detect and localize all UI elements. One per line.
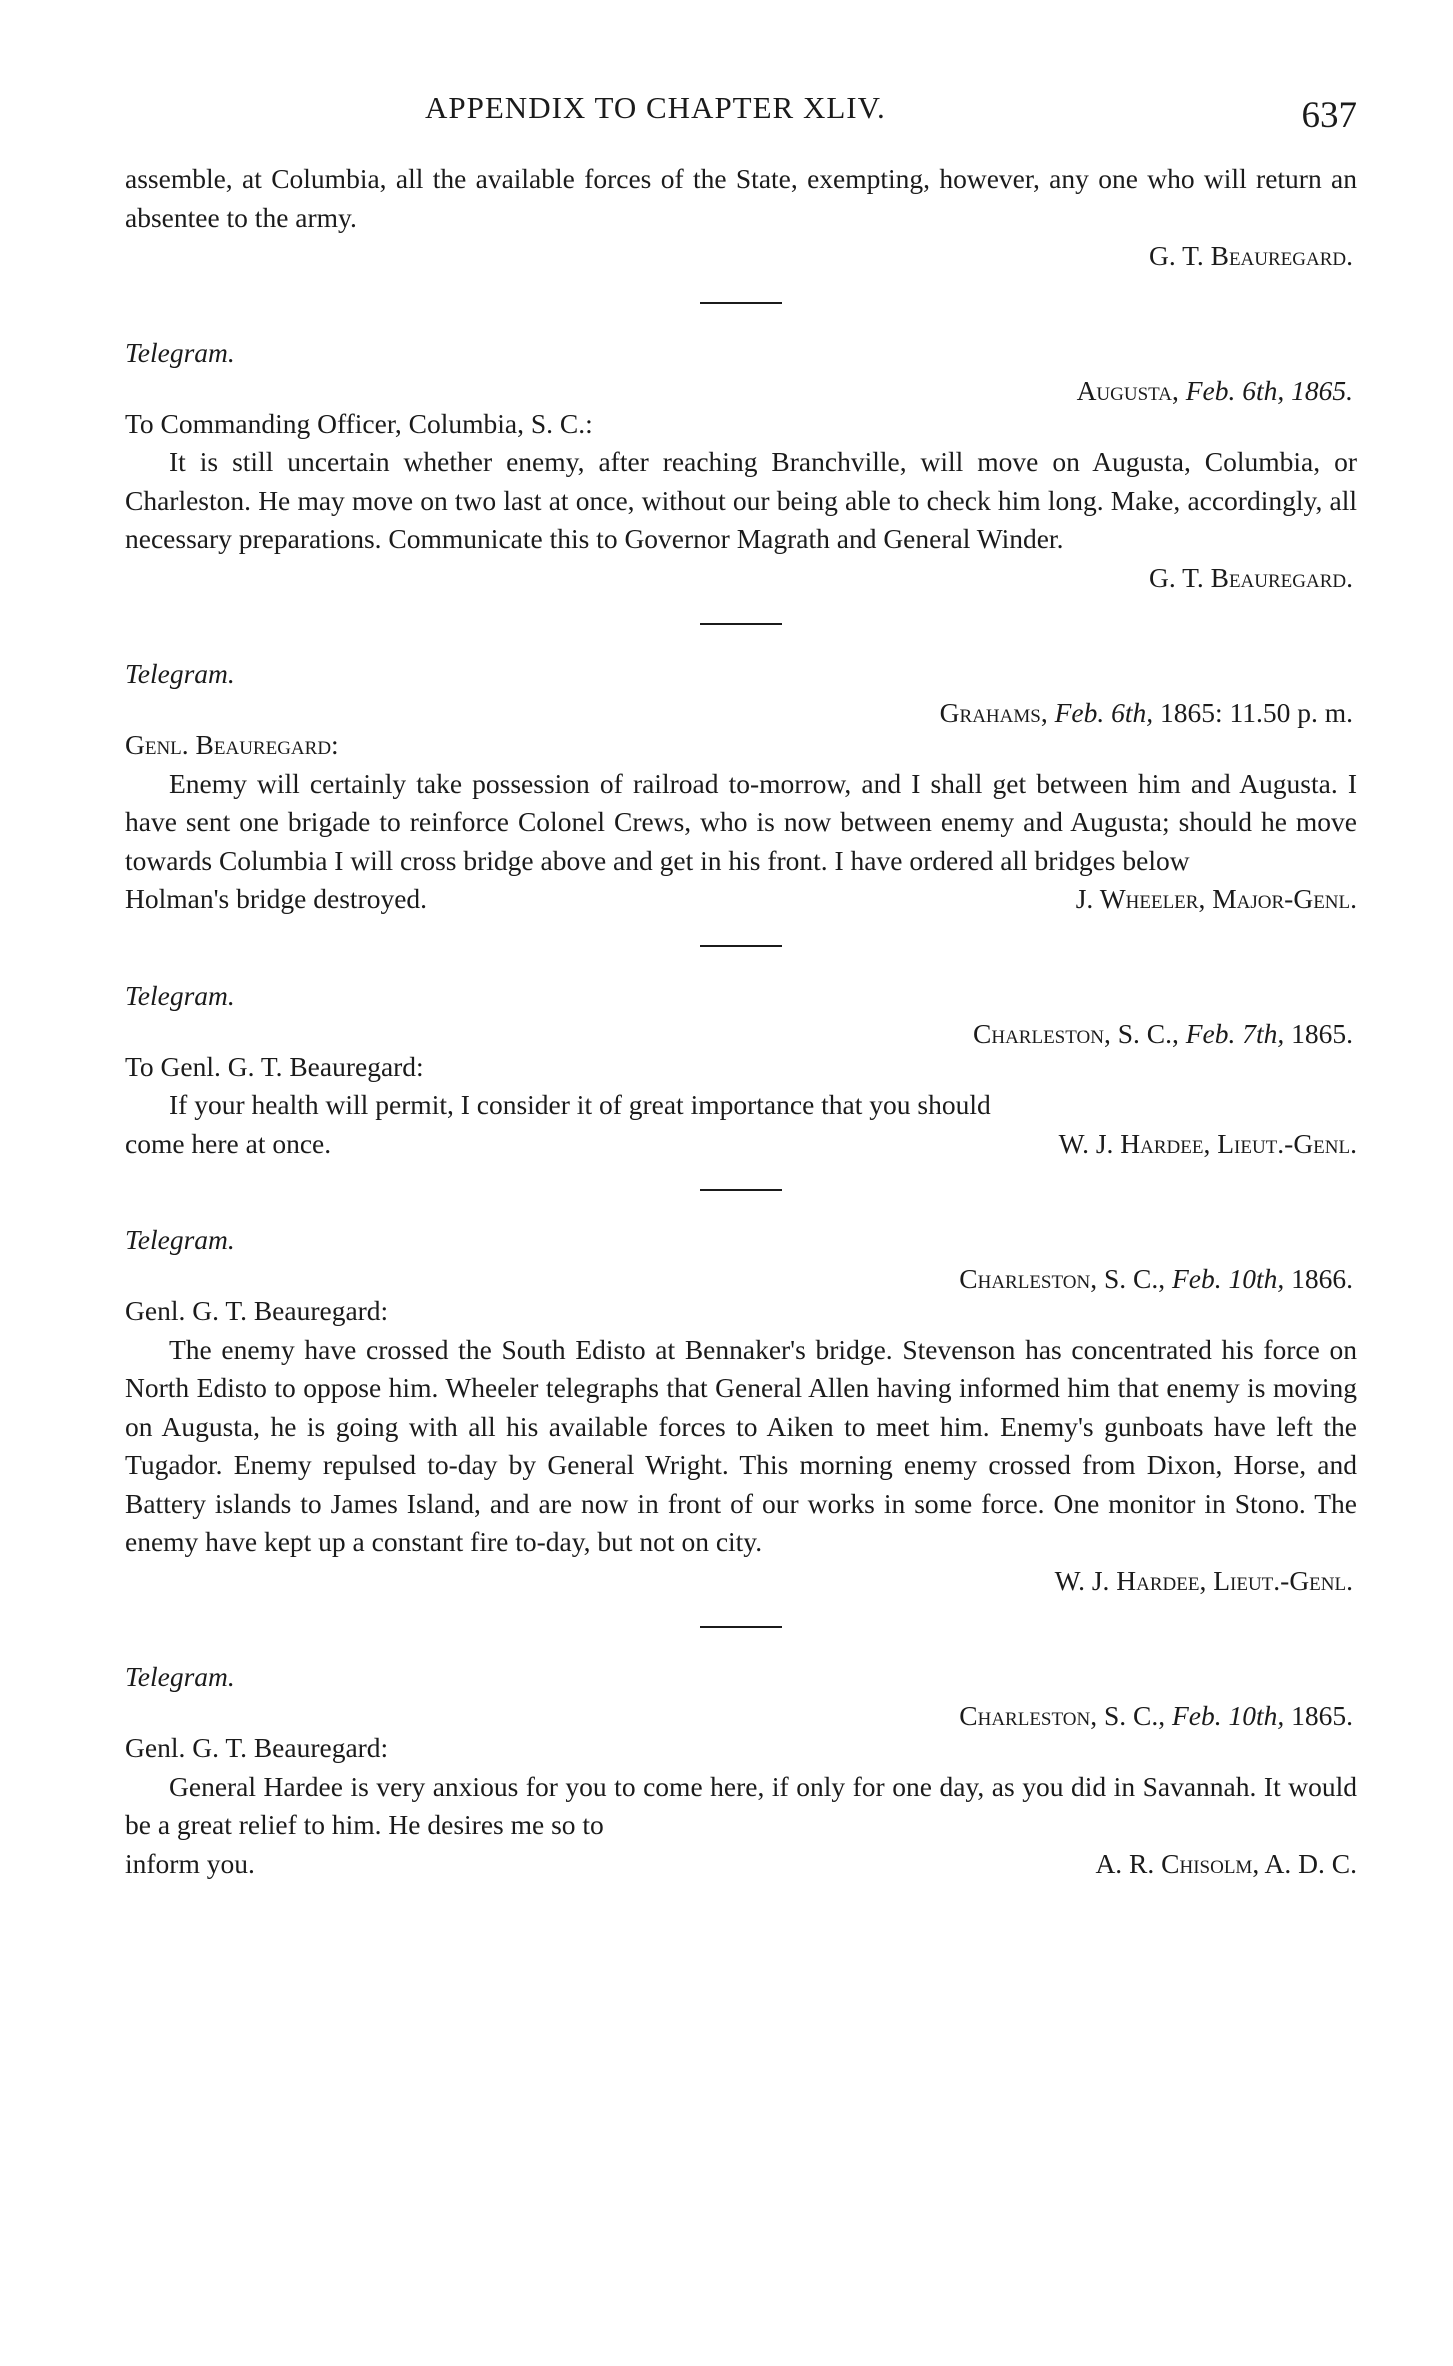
divider-rule xyxy=(700,1189,782,1191)
opening-signature-name: G. T. Beauregard. xyxy=(1148,240,1353,271)
telegram-salutation: To Genl. G. T. Beauregard: xyxy=(125,1050,424,1082)
running-head xyxy=(125,90,1357,160)
telegram-salutation: Genl. G. T. Beauregard: xyxy=(125,1732,389,1763)
telegram-heading: Telegram. xyxy=(125,979,235,1011)
telegram-signature-name: A. R. Chisolm, A. D. C. xyxy=(1095,1847,1357,1879)
telegram-heading: Telegram. xyxy=(125,336,235,368)
telegram-salutation: Genl. Beauregard: xyxy=(125,729,339,760)
divider-rule xyxy=(700,945,782,947)
divider-rule xyxy=(700,302,782,304)
telegram-heading: Telegram. xyxy=(125,1224,235,1255)
telegram-salutation: Genl. G. T. Beauregard: xyxy=(125,1295,389,1326)
telegram-heading: Telegram. xyxy=(125,658,235,689)
telegram-body: If your health will permit, I consider it of great importance that you should xyxy=(169,1089,991,1120)
page-number: 637 xyxy=(1301,95,1357,136)
opening-text: assemble, at Columbia, all the available forces of the State, exempting, however, any one who will return an absentee to the army. xyxy=(125,163,1357,233)
telegram-signature xyxy=(125,559,1357,598)
dateline-date-tail: 1866. xyxy=(1291,1262,1353,1294)
telegram-1 xyxy=(125,334,1357,598)
dateline-place: Charleston, S. C., xyxy=(959,1699,1166,1731)
dateline-date-tail: 1865. xyxy=(1291,1018,1353,1049)
telegram-body: General Hardee is very anxious for you to come here, if only for one day, as you did in Savannah. It would be a great relief to him. He desires me so to xyxy=(125,1770,1357,1840)
opening-block xyxy=(125,160,1357,276)
telegram-signature-name: W. J. Hardee, Lieut.-Genl. xyxy=(1058,1127,1357,1159)
telegram-5 xyxy=(125,1658,1357,1883)
dateline-place: Augusta, xyxy=(1076,375,1179,406)
telegram-3 xyxy=(125,977,1357,1164)
dateline-place: Charleston, S. C., xyxy=(959,1262,1166,1294)
telegram-heading: Telegram. xyxy=(125,1661,235,1692)
opening-signature xyxy=(125,237,1357,276)
telegram-signature-name: W. J. Hardee, Lieut.-Genl. xyxy=(1054,1564,1353,1596)
divider-rule xyxy=(700,623,782,625)
telegram-last-line: Holman's bridge destroyed. xyxy=(125,883,428,914)
telegram-4 xyxy=(125,1221,1357,1600)
telegram-signature xyxy=(125,1562,1357,1601)
dateline-date: Feb. 6th, 1865. xyxy=(1185,375,1353,406)
telegram-closing-line xyxy=(125,880,1357,919)
telegram-last-line: inform you. xyxy=(125,1847,255,1879)
dateline-date-tail: 1865. xyxy=(1291,1699,1353,1731)
dateline-place: Grahams, xyxy=(939,696,1048,728)
telegram-2 xyxy=(125,655,1357,919)
telegram-body: It is still uncertain whether enemy, after reaching Branchville, will move on Augusta, Columbia, or Charleston. He may move on two last at once, without our being able to check him long. Make, accordingly, all necessary preparations. Communicate this to Governor Magrath and General Winder. xyxy=(125,446,1357,554)
telegram-signature-name: J. Wheeler, Major-Genl. xyxy=(1075,883,1357,914)
dateline-date: Feb. 10th, xyxy=(1171,1699,1285,1731)
telegram-closing-line xyxy=(125,1125,1357,1164)
dateline-date: Feb. 6th, xyxy=(1054,696,1154,728)
dateline-place: Charleston, S. C., xyxy=(973,1018,1179,1049)
divider-rule xyxy=(700,1626,782,1628)
telegram-closing-line xyxy=(125,1845,1357,1884)
dateline-date-tail: 1865: 11.50 p. m. xyxy=(1159,696,1353,728)
dateline-date: Feb. 7th, xyxy=(1185,1018,1285,1049)
telegram-body: Enemy will certainly take possession of railroad to-morrow, and I shall get between him and Augusta. I have sent one brigade to reinforce Colonel Crews, who is now between enemy and Augusta; should he move towards Columbia I will cross bridge above and get in his front. I have ordered all bridges below xyxy=(125,767,1357,876)
document-page xyxy=(125,90,1357,1883)
telegram-salutation: To Commanding Officer, Columbia, S. C.: xyxy=(125,407,593,439)
dateline-date: Feb. 10th, xyxy=(1171,1262,1285,1294)
telegram-body: The enemy have crossed the South Edisto at Bennaker's bridge. Stevenson has concentrated his force on North Edisto to oppose him. Wheeler telegraphs that General Allen having informed him that enemy is moving on Augusta, he is going with all his available forces to Aiken to meet him. Enemy's gunboats have left the Tugador. Enemy repulsed to-day by General Wright. This morning enemy crossed from Dixon, Horse, and Battery islands to James Island, and are now in front of our works in some force. One monitor in Stono. The enemy have kept up a constant fire to-day, but not on city. xyxy=(125,1333,1357,1557)
telegram-last-line: come here at once. xyxy=(125,1127,332,1159)
telegram-signature-name: G. T. Beauregard. xyxy=(1148,561,1353,593)
running-title: APPENDIX TO CHAPTER XLIV. xyxy=(425,90,886,125)
